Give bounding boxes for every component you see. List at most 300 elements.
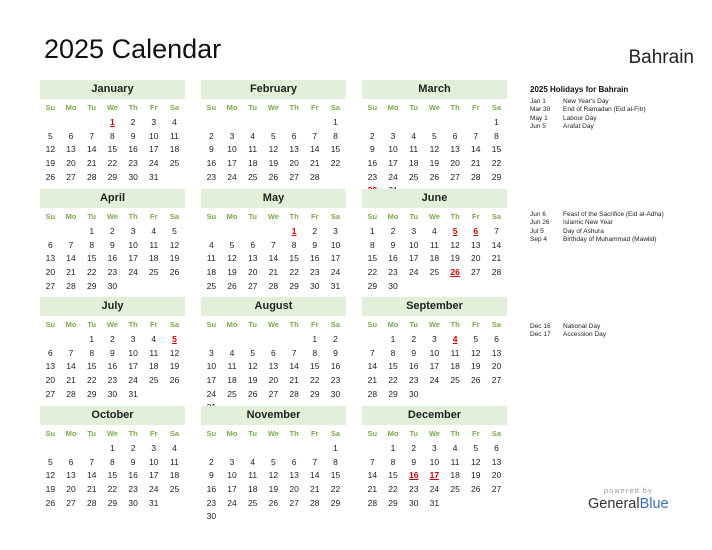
day-cell: 5 <box>271 456 276 467</box>
weekday-label: Tu <box>409 320 419 329</box>
day-cell: 21 <box>367 375 378 386</box>
weekday-label: Th <box>450 320 460 329</box>
weekday-label: We <box>428 212 440 221</box>
brand-name <box>588 496 669 512</box>
holiday-date: Jul 5 <box>530 227 544 235</box>
weekday-label: Th <box>450 103 460 112</box>
day-cell: 9 <box>369 144 375 155</box>
empty-cell <box>222 442 243 456</box>
day-cell: 21 <box>310 158 320 169</box>
weekday-label: Mo <box>226 212 238 221</box>
day-cell: 8 <box>333 130 338 141</box>
day-cell: 23 <box>206 171 217 182</box>
day-cell: 29 <box>289 280 299 291</box>
day-cell: 9 <box>208 144 214 155</box>
month-header: June <box>362 189 507 208</box>
weekday-label: Tu <box>87 320 97 329</box>
empty-cell <box>362 442 383 456</box>
day-cell: 15 <box>86 253 97 264</box>
day-cell: 25 <box>227 388 237 399</box>
weekday-label: Su <box>367 429 378 438</box>
day-cell: 22 <box>367 267 378 278</box>
day-cell: 2 <box>208 130 214 141</box>
day-cell: 5 <box>473 334 479 344</box>
day-cell: 12 <box>169 347 180 358</box>
empty-cell <box>201 116 222 130</box>
holiday-day: 5 <box>452 226 458 236</box>
day-cell: 19 <box>429 158 440 169</box>
day-cell: 24 <box>227 497 237 508</box>
day-cell: 21 <box>289 375 299 386</box>
empty-cell <box>81 442 102 456</box>
day-cell: 25 <box>429 267 440 278</box>
day-cell: 20 <box>491 361 502 372</box>
weekday-label: We <box>428 103 440 112</box>
weekday-label: Su <box>45 103 56 112</box>
day-cell: 6 <box>47 239 53 250</box>
weekday-label: Sa <box>491 103 502 112</box>
month-days <box>40 316 185 401</box>
holiday-entry <box>530 115 646 123</box>
day-cell: 18 <box>169 470 180 481</box>
day-cell: 7 <box>312 456 318 467</box>
powered-by-text: powered by <box>603 486 653 495</box>
day-cell: 6 <box>47 347 53 358</box>
day-cell: 22 <box>86 267 97 278</box>
day-cell: 10 <box>388 144 398 155</box>
day-cell: 22 <box>289 267 299 278</box>
day-cell: 5 <box>250 347 256 358</box>
day-cell: 7 <box>291 347 297 358</box>
empty-cell <box>222 333 243 347</box>
month-september <box>362 297 507 401</box>
empty-cell <box>465 116 486 130</box>
day-cell: 19 <box>268 484 279 495</box>
day-cell: 6 <box>68 130 74 141</box>
weekday-label: Th <box>289 429 299 438</box>
day-cell: 14 <box>66 361 76 372</box>
day-cell: 25 <box>149 267 159 278</box>
day-cell: 3 <box>130 334 136 344</box>
day-cell: 24 <box>149 484 159 495</box>
day-cell: 25 <box>247 171 258 182</box>
month-header: August <box>201 297 346 316</box>
weekday-label: Mo <box>65 212 77 221</box>
day-cell: 14 <box>86 470 97 481</box>
holiday-date: Jun 6 <box>530 211 546 218</box>
weekday-label: Fr <box>150 212 158 221</box>
day-cell: 25 <box>408 171 419 182</box>
day-cell: 28 <box>367 388 378 399</box>
weekday-label: Fr <box>472 320 480 329</box>
day-cell: 13 <box>247 253 258 264</box>
weekday-label: Tu <box>87 103 97 112</box>
day-cell: 21 <box>86 158 97 169</box>
day-cell: 14 <box>66 253 76 264</box>
weekday-label: Sa <box>330 103 341 112</box>
day-cell: 27 <box>247 280 258 291</box>
day-cell: 28 <box>289 388 299 399</box>
day-cell: 10 <box>330 239 341 250</box>
day-cell: 11 <box>450 347 460 358</box>
day-cell: 29 <box>330 497 341 508</box>
day-cell: 13 <box>491 347 502 358</box>
day-cell: 8 <box>390 347 396 358</box>
day-cell: 27 <box>491 484 502 495</box>
day-cell: 24 <box>149 158 159 169</box>
weekday-label: Fr <box>311 320 319 329</box>
day-cell: 29 <box>388 388 398 399</box>
day-cell: 15 <box>330 144 341 155</box>
day-cell: 3 <box>432 334 437 344</box>
day-cell: 16 <box>408 361 419 372</box>
holiday-entry <box>530 219 664 227</box>
holiday-day: 6 <box>473 226 479 236</box>
empty-cell <box>201 225 222 239</box>
day-cell: 12 <box>471 456 481 467</box>
brand-logo <box>588 486 669 512</box>
day-cell: 20 <box>45 375 56 386</box>
holiday-entry <box>530 123 646 131</box>
day-cell: 15 <box>107 144 118 155</box>
day-cell: 12 <box>268 144 279 155</box>
weekday-label: Sa <box>330 429 341 438</box>
empty-cell <box>263 442 284 456</box>
day-cell: 2 <box>411 443 417 453</box>
day-cell: 8 <box>390 456 396 467</box>
holiday-day: 1 <box>291 226 297 236</box>
month-days <box>40 208 185 293</box>
month-october <box>40 406 185 510</box>
day-cell: 7 <box>68 239 74 250</box>
day-cell: 26 <box>45 497 56 508</box>
day-cell: 4 <box>229 347 235 358</box>
day-cell: 11 <box>170 130 179 141</box>
month-january <box>40 80 185 184</box>
day-cell: 21 <box>86 484 97 495</box>
day-cell: 12 <box>45 144 56 155</box>
holiday-day: 5 <box>172 334 177 344</box>
day-cell: 13 <box>66 470 76 481</box>
day-cell: 7 <box>68 347 74 358</box>
day-cell: 23 <box>128 484 138 495</box>
weekday-label: Su <box>206 103 217 112</box>
day-cell: 30 <box>310 280 320 291</box>
day-cell: 13 <box>66 144 76 155</box>
day-cell: 2 <box>208 456 214 467</box>
empty-cell <box>362 333 383 347</box>
holiday-name: New Year's Day <box>563 98 609 105</box>
day-cell: 26 <box>227 280 237 291</box>
day-cell: 1 <box>333 117 338 127</box>
day-cell: 17 <box>408 253 419 264</box>
day-cell: 3 <box>151 443 157 453</box>
holiday-entry <box>530 98 646 106</box>
day-cell: 10 <box>429 347 440 358</box>
day-cell: 26 <box>471 375 481 386</box>
month-june <box>362 189 507 293</box>
day-cell: 27 <box>45 280 56 291</box>
day-cell: 27 <box>66 171 76 182</box>
weekday-label: Mo <box>226 320 238 329</box>
day-cell: 22 <box>491 158 502 169</box>
day-cell: 8 <box>312 347 318 358</box>
holidays-title: 2025 Holidays for Bahrain <box>530 85 629 94</box>
day-cell: 24 <box>206 388 217 399</box>
day-cell: 3 <box>390 130 396 141</box>
day-cell: 4 <box>250 130 256 141</box>
weekday-label: Sa <box>169 320 180 329</box>
weekday-label: We <box>106 320 118 329</box>
day-cell: 20 <box>247 267 258 278</box>
day-cell: 6 <box>494 334 499 344</box>
holiday-list-3 <box>530 323 606 340</box>
day-cell: 13 <box>268 361 279 372</box>
day-cell: 8 <box>110 456 115 467</box>
weekday-label: We <box>267 103 279 112</box>
weekday-label: Su <box>367 212 378 221</box>
day-cell: 22 <box>330 484 341 495</box>
day-cell: 7 <box>89 456 95 467</box>
day-cell: 15 <box>107 470 118 481</box>
day-cell: 13 <box>450 144 460 155</box>
day-cell: 2 <box>110 334 115 344</box>
day-cell: 4 <box>151 334 157 344</box>
empty-cell <box>61 442 82 456</box>
day-cell: 3 <box>130 226 136 236</box>
day-cell: 25 <box>450 375 460 386</box>
day-cell: 24 <box>429 375 440 386</box>
month-header: May <box>201 189 346 208</box>
day-cell: 12 <box>429 144 440 155</box>
day-cell: 11 <box>170 456 179 467</box>
day-cell: 2 <box>333 334 338 344</box>
day-cell: 27 <box>289 497 299 508</box>
day-cell: 7 <box>369 347 375 358</box>
day-cell: 16 <box>310 253 320 264</box>
day-cell: 18 <box>227 375 237 386</box>
day-cell: 15 <box>330 470 341 481</box>
day-cell: 16 <box>128 144 138 155</box>
day-cell: 26 <box>247 388 258 399</box>
day-cell: 30 <box>206 511 217 522</box>
weekday-label: Th <box>289 103 299 112</box>
day-cell: 27 <box>66 497 76 508</box>
weekday-label: Sa <box>330 212 341 221</box>
empty-cell <box>403 116 424 130</box>
weekday-label: Sa <box>169 212 180 221</box>
day-cell: 22 <box>86 375 97 386</box>
month-header: February <box>201 80 346 99</box>
day-cell: 3 <box>411 226 417 236</box>
month-days <box>201 99 346 184</box>
day-cell: 27 <box>471 267 481 278</box>
day-cell: 10 <box>128 239 138 250</box>
day-cell: 2 <box>312 226 318 236</box>
day-cell: 2 <box>369 130 375 141</box>
day-cell: 21 <box>268 267 279 278</box>
empty-cell <box>40 225 61 239</box>
day-cell: 18 <box>429 253 440 264</box>
day-cell: 6 <box>291 456 297 467</box>
empty-cell <box>284 442 305 456</box>
weekday-label: Th <box>128 429 138 438</box>
empty-cell <box>362 116 383 130</box>
day-cell: 27 <box>45 388 56 399</box>
day-cell: 1 <box>89 334 95 344</box>
month-header: November <box>201 406 346 425</box>
month-header: January <box>40 80 185 99</box>
weekday-label: Tu <box>409 212 419 221</box>
weekday-label: Fr <box>472 103 480 112</box>
day-cell: 11 <box>227 361 237 372</box>
month-august <box>201 297 346 415</box>
day-cell: 28 <box>367 497 378 508</box>
day-cell: 4 <box>411 130 417 141</box>
weekday-label: Su <box>45 429 56 438</box>
day-cell: 3 <box>229 130 235 141</box>
day-cell: 17 <box>149 470 159 481</box>
holiday-name: Labour Day <box>563 114 597 122</box>
day-cell: 29 <box>86 280 97 291</box>
weekday-label: We <box>267 320 279 329</box>
holiday-date: Sep 4 <box>530 235 547 243</box>
empty-cell <box>40 116 61 130</box>
day-cell: 1 <box>390 334 396 344</box>
empty-cell <box>263 333 284 347</box>
weekday-label: Mo <box>65 320 77 329</box>
day-cell: 20 <box>450 158 460 169</box>
day-cell: 9 <box>130 130 136 141</box>
day-cell: 17 <box>388 158 398 169</box>
day-cell: 15 <box>86 361 97 372</box>
day-cell: 13 <box>289 470 299 481</box>
weekday-label: Tu <box>87 429 97 438</box>
day-cell: 2 <box>130 443 136 453</box>
day-cell: 22 <box>310 375 320 386</box>
day-cell: 12 <box>450 239 460 250</box>
brand-general: General <box>588 496 640 512</box>
weekday-label: We <box>428 320 440 329</box>
weekday-label: Th <box>128 320 138 329</box>
month-days <box>362 99 507 198</box>
holiday-date: Dec 17 <box>530 331 551 339</box>
day-cell: 30 <box>107 280 118 291</box>
day-cell: 3 <box>432 443 437 453</box>
day-cell: 17 <box>128 253 138 264</box>
day-cell: 24 <box>330 267 341 278</box>
day-cell: 25 <box>450 484 460 495</box>
day-cell: 13 <box>45 253 56 264</box>
day-cell: 26 <box>268 171 279 182</box>
day-cell: 14 <box>289 361 299 372</box>
day-cell: 19 <box>227 267 237 278</box>
day-cell: 29 <box>107 171 118 182</box>
day-cell: 21 <box>66 375 76 386</box>
day-cell: 5 <box>473 443 479 453</box>
day-cell: 19 <box>471 361 481 372</box>
day-cell: 19 <box>450 253 460 264</box>
day-cell: 10 <box>206 361 217 372</box>
day-cell: 10 <box>408 239 419 250</box>
day-cell: 31 <box>149 497 159 508</box>
day-cell: 13 <box>45 361 56 372</box>
day-cell: 21 <box>471 158 481 169</box>
day-cell: 25 <box>169 484 180 495</box>
month-may <box>201 189 346 293</box>
day-cell: 17 <box>429 361 440 372</box>
day-cell: 2 <box>411 334 417 344</box>
month-december <box>362 406 507 510</box>
day-cell: 28 <box>268 280 279 291</box>
month-july <box>40 297 185 401</box>
holiday-day: 26 <box>450 267 460 278</box>
day-cell: 29 <box>107 497 118 508</box>
day-cell: 7 <box>473 130 479 141</box>
month-days <box>40 99 185 184</box>
day-cell: 14 <box>86 144 97 155</box>
holiday-entry <box>530 211 664 219</box>
empty-cell <box>284 116 305 130</box>
day-cell: 15 <box>388 361 398 372</box>
day-cell: 27 <box>450 171 460 182</box>
weekday-label: Fr <box>311 429 319 438</box>
day-cell: 22 <box>388 484 398 495</box>
day-cell: 15 <box>388 470 398 481</box>
weekday-label: Tu <box>87 212 97 221</box>
day-cell: 19 <box>268 158 279 169</box>
day-cell: 18 <box>169 144 180 155</box>
day-cell: 12 <box>471 347 481 358</box>
day-cell: 10 <box>149 456 159 467</box>
weekday-label: Tu <box>248 212 258 221</box>
empty-cell <box>40 333 61 347</box>
day-cell: 28 <box>66 388 76 399</box>
day-cell: 11 <box>206 253 216 264</box>
day-cell: 30 <box>408 388 419 399</box>
day-cell: 16 <box>107 361 118 372</box>
day-cell: 24 <box>128 375 138 386</box>
day-cell: 20 <box>268 375 279 386</box>
holiday-date: Jun 5 <box>530 122 546 130</box>
day-cell: 5 <box>47 456 53 467</box>
day-cell: 4 <box>172 443 177 453</box>
weekday-label: Tu <box>248 103 258 112</box>
empty-cell <box>81 116 102 130</box>
day-cell: 14 <box>310 144 320 155</box>
day-cell: 28 <box>66 280 76 291</box>
day-cell: 21 <box>310 484 320 495</box>
empty-cell <box>242 333 263 347</box>
day-cell: 28 <box>310 171 320 182</box>
day-cell: 5 <box>432 130 437 141</box>
day-cell: 17 <box>227 484 237 495</box>
day-cell: 16 <box>206 158 217 169</box>
day-cell: 8 <box>333 456 338 467</box>
day-cell: 15 <box>367 253 378 264</box>
country-label: Bahrain <box>628 47 694 68</box>
day-cell: 5 <box>47 130 53 141</box>
day-cell: 25 <box>149 375 159 386</box>
month-header: March <box>362 80 507 99</box>
day-cell: 23 <box>388 267 398 278</box>
weekday-label: We <box>267 212 279 221</box>
day-cell: 23 <box>310 267 320 278</box>
day-cell: 17 <box>128 361 138 372</box>
holiday-list-1 <box>530 85 646 131</box>
day-cell: 31 <box>330 280 341 291</box>
holiday-name: Day of Ashura <box>563 227 604 235</box>
